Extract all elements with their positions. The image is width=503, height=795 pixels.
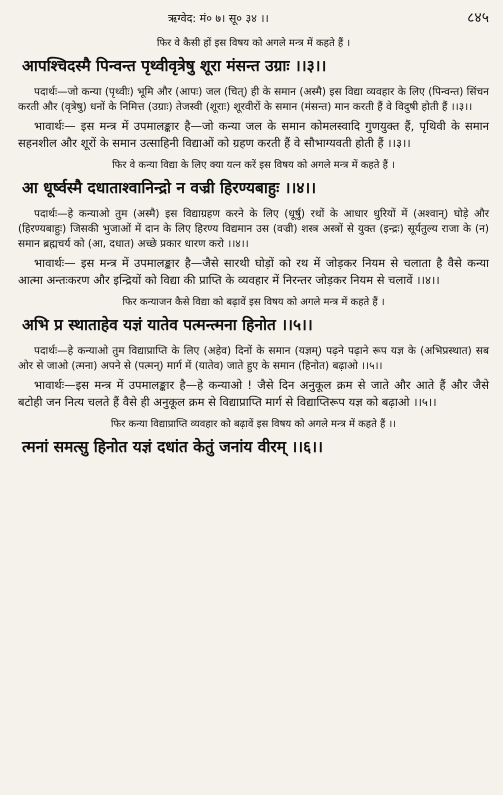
- verse-line: आपश्चिदस्मै पिन्वन्त पृथ्वीवृत्रेषु शूरा मंसन्त उग्राः ।।३।।: [22, 56, 327, 75]
- padarth-paragraph: पदार्थः—हे कन्याओ तुम विद्याप्राप्ति के लिए (अहेव) दिनों के समान (यज्ञम्) पढ़ने पढ़ाने रूप यज्ञ के (अभिप्रस्थात) सब ओर से जाओ (त्मना) अपने से (पत्मन्) मार्ग में (यातेव) जाते हुए के समान (हिनोत) बढ़ाओ ।।५।।: [18, 345, 489, 372]
- running-header: ऋग्वेद: मं० ७। सू० ३४ ।।: [168, 12, 269, 25]
- verse-intro: फिर वे कन्या विद्या के लिए क्या यत्न करें इस विषय को अगले मन्त्र में कहते हैं ।: [112, 160, 395, 171]
- verse-line: त्मनां समत्सु हिनोत यज्ञं दधांत केतुं जनांय वीरम् ।।६।।: [22, 437, 323, 456]
- verse-intro: फिर वे कैसी हों इस विषय को अगले मन्त्र में कहते हैं ।: [156, 38, 351, 49]
- bhavarth-paragraph: भावार्थः— इस मन्त्र में उपमालङ्कार है—जैसे सारथी घोड़ों को रथ में जोड़कर नियम से चलाता है वैसे कन्या आत्मा अन्तःकरण और इन्द्रियों को विद्या की प्राप्ति के व्यवहार में निरन्तर जोड़कर नियम से चलावें ।।४।।: [18, 256, 489, 287]
- verse-line: आ धूर्ष्वस्मै दधाताश्वानिन्द्रो न वज्री हिरण्यबाहुः ।।४।।: [22, 178, 317, 197]
- page-number: ८४५: [467, 10, 489, 26]
- verse-line: अभि प्र स्थाताहेव यज्ञं यातेव पत्मन्त्मना हिनोत ।।५।।: [22, 315, 313, 334]
- verse-intro: फिर कन्या विद्याप्राप्ति व्यवहार को बढ़ावें इस विषय को अगले मन्त्र में कहते हैं ।।: [110, 419, 397, 430]
- verse-intro: फिर कन्याजन कैसे विद्या को बढ़ावें इस विषय को अगले मन्त्र में कहते हैं ।: [122, 297, 385, 308]
- padarth-paragraph: पदार्थः—हे कन्याओ तुम (अस्मै) इस विद्याग्रहण करने के लिए (धूर्षु) रथों के आधार धुरियों में (अश्वान्) घोड़े और (हिरण्यबाहुः) जिसकी भुजाओं में दान के लिए हिरण्य विद्यमान उस (वज्री) शस्त्र अस्त्रों से युक्त (इन्द्रः) सूर्यतुल्य राजा के (न) समान ब्रह्मचर्य को (आ, दधात) अच्छे प्रकार धारण करो ।।४।।: [18, 208, 489, 250]
- bhavarth-paragraph: भावार्थः— इस मन्त्र में उपमालङ्कार है—जो कन्या जल के समान कोमलस्वादि गुणयुक्त हैं, पृथिवी के समान सहनशील और शूरों के समान उत्साहिनी विद्याओं को ग्रहण करती हैं वे सौभाग्यवती होती हैं ।।३।।: [18, 119, 489, 150]
- page-header: [18, 8, 489, 26]
- padarth-paragraph: पदार्थः—जो कन्या (पृथ्वीः) भूमि और (आपः) जल (चित्) ही के समान (अस्मै) इस विद्या व्यवहार के लिए (पिन्वन्त) सिंचन करती और (वृत्रेषु) धनों के निमित्त (उग्राः) तेजस्वी (शूराः) शूरवीरों के समान (मंसन्त) मान करती हैं वे विदुषी होती हैं ।।३।।: [18, 86, 489, 113]
- bhavarth-paragraph: भावार्थः—इस मन्त्र में उपमालङ्कार है—हे कन्याओ ! जैसे दिन अनुकूल क्रम से जाते और आते हैं और जैसे बटोही जन नित्य चलते हैं वैसे ही अनुकूल क्रम से विद्याप्राप्ति मार्ग से विद्याप्तिरूप यज्ञ को बढ़ाओ ।।५।।: [18, 378, 489, 409]
